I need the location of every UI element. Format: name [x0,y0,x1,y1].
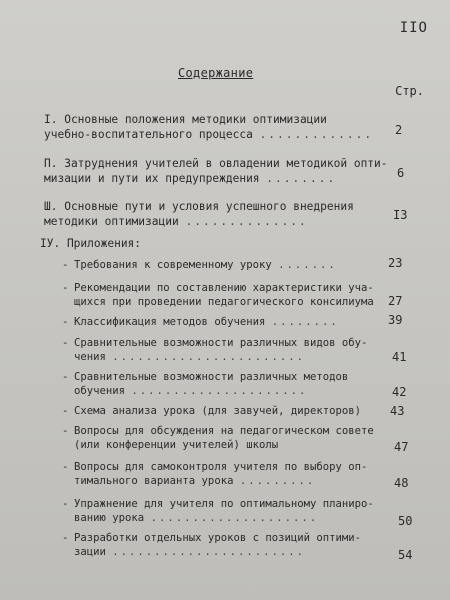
toc-appendix-item: - Сравнительные возможности различных методов обучения ..................... [62,371,349,397]
toc-line: Сравнительные возможности различных методов [74,371,349,383]
toc-section-3: Ш. Основные пути и условия успешного внедрения методики оптимизации .............. [44,200,354,228]
toc-appendix-item: - Вопросы для обсуждения на педагогическом совете (или конференции учителей) школы [62,425,374,451]
toc-appendix-item: - Рекомендации по составлению характеристики уча- щихся при проведении педагогического консилиума [62,282,374,308]
toc-line: Схема анализа урока (для завучей, директоров) [74,405,362,417]
toc-line: Вопросы для обсуждения на педагогическом совете [74,425,374,437]
toc-line: IУ. Приложения: [40,237,142,250]
toc-line: I. Основные положения методики оптимизации [44,113,327,126]
toc-appendix-item: - Вопросы для самоконтроля учителя по выбору оп- тимального варианта урока ......... [62,461,368,487]
toc-appendix-item: - Сравнительные возможности различных видов обу- чения ....................... [62,337,368,363]
toc-page-number: 54 [398,548,413,562]
pages-column-header: Стр. [395,84,424,98]
toc-section-2: П. Затруднения учителей в овладении методикой опти- мизации и пути их предупреждения ........ [44,157,388,185]
toc-line: Ш. Основные пути и условия успешного внедрения [44,200,354,213]
toc-line: тимального варианта урока [74,475,234,487]
toc-line: Вопросы для самоконтроля учителя по выбору оп- [74,461,368,473]
toc-line: чения [74,351,106,363]
toc-line: методики оптимизации [44,215,179,228]
toc-line: Классификация методов обучения [74,316,266,328]
toc-line: Разработки отдельных уроков с позиций оптими- [74,532,362,544]
toc-page-number: 27 [388,294,403,308]
toc-page-number: 2 [395,123,403,137]
toc-line: Рекомендации по составлению характеристики уча- [74,282,374,294]
toc-page-number: 23 [388,256,403,270]
page-title: Содержание [178,66,254,80]
toc-line: Требования к современному уроку [74,259,272,271]
toc-page-number: 47 [394,440,409,454]
toc-line: Сравнительные возможности различных видов обу- [74,337,368,349]
toc-line: Упражнение для учителя по оптимальному планиро- [74,498,374,510]
toc-page-number: 42 [392,385,407,399]
toc-page-number: I3 [393,208,408,222]
toc-page-number: 43 [390,404,405,418]
toc-line: ванию урока [74,512,145,524]
toc-appendix-item: - Разработки отдельных уроков с позиций оптими- зации ....................... [62,532,362,558]
toc-section-4 [40,236,141,251]
toc-appendix-item: - Классификация методов обучения ........ [62,316,339,328]
toc-line: обучения [74,385,126,397]
toc-page-number: 6 [397,166,405,180]
toc-line: щихся при проведении педагогического консилиума [74,296,374,308]
toc-line: П. Затруднения учителей в овладении методикой опти- [44,157,388,170]
page-number: IIO [399,20,428,36]
toc-page-number: 48 [394,476,409,490]
toc-appendix-item: - Упражнение для учителя по оптимальному планиро- ванию урока .................... [62,498,374,524]
toc-appendix-item: - Требования к современному уроку ....... [62,259,337,271]
toc-page-number: 39 [388,313,403,327]
toc-line: зации [74,546,106,558]
toc-line: (или конференции учителей) школы [74,439,279,451]
toc-section-1: I. Основные положения методики оптимизации учебно-воспитательного процесса ............. [44,113,374,141]
toc-page-number: 50 [398,514,413,528]
toc-appendix-item: - Схема анализа урока (для завучей, директоров) [62,405,362,417]
toc-page-number: 41 [392,350,407,364]
toc-line: мизации и пути их предупреждения [44,172,260,185]
toc-line: учебно-воспитательного процесса [44,128,253,141]
